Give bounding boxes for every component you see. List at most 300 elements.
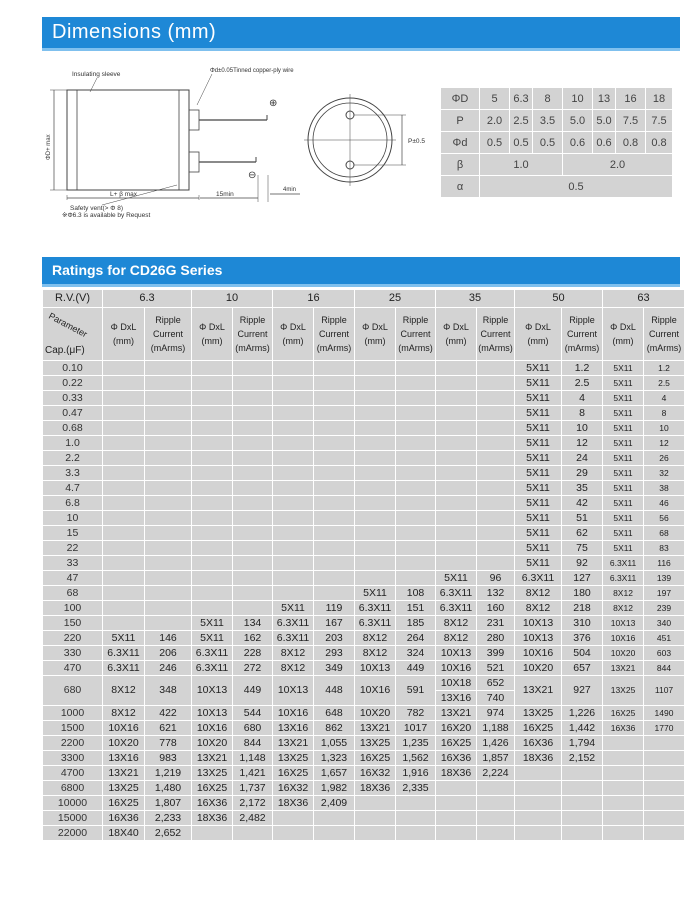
ripple-cell: 29 xyxy=(562,466,602,480)
ripple-cell xyxy=(233,601,272,615)
table-row xyxy=(43,586,684,600)
size-cell xyxy=(192,511,232,525)
ripple-cell: 1107 xyxy=(644,676,684,705)
voltage-header-row xyxy=(43,290,684,307)
dimensions-cell: 2.5 xyxy=(510,110,532,131)
size-cell xyxy=(355,496,395,510)
size-cell xyxy=(273,451,313,465)
size-cell xyxy=(192,556,232,570)
ripple-cell: 782 xyxy=(396,706,435,720)
size-cell xyxy=(103,376,144,390)
size-cell xyxy=(192,451,232,465)
size-cell xyxy=(273,421,313,435)
table-row xyxy=(43,811,684,825)
ripple-cell xyxy=(233,421,272,435)
size-cell xyxy=(103,406,144,420)
ripple-cell xyxy=(145,421,191,435)
size-cell: 6.3X11 xyxy=(103,661,144,675)
ripple-cell: 448 xyxy=(314,676,354,705)
size-cell xyxy=(103,436,144,450)
size-cell xyxy=(436,556,476,570)
ratings-banner xyxy=(42,257,680,284)
ratings-banner-stripe xyxy=(42,284,680,287)
table-row xyxy=(43,646,684,660)
size-cell xyxy=(192,466,232,480)
size-cell xyxy=(103,526,144,540)
ripple-cell xyxy=(233,466,272,480)
table-row xyxy=(43,556,684,570)
ripple-cell: 603 xyxy=(644,646,684,660)
ripple-cell: 231 xyxy=(477,616,514,630)
ripple-cell: 12 xyxy=(562,436,602,450)
ripple-cell: 422 xyxy=(145,706,191,720)
col-header-size: Φ DxL (mm) xyxy=(103,308,144,360)
size-cell xyxy=(436,406,476,420)
size-cell xyxy=(355,376,395,390)
col-header-ripple: Ripple Current (mArms) xyxy=(396,308,435,360)
ripple-cell: 75 xyxy=(562,541,602,555)
size-cell xyxy=(103,616,144,630)
ripple-cell xyxy=(233,496,272,510)
capacitance-cell: 220 xyxy=(43,631,102,645)
ripple-cell xyxy=(145,481,191,495)
size-cell xyxy=(436,496,476,510)
ripple-cell: 2.5 xyxy=(562,376,602,390)
capacitance-cell: 1500 xyxy=(43,721,102,735)
ripple-cell: 1,226 xyxy=(562,706,602,720)
size-cell: 6.3X11 xyxy=(192,661,232,675)
capacitor-dimension-drawing xyxy=(42,60,442,220)
capacitance-cell: 0.68 xyxy=(43,421,102,435)
size-cell: 8X12 xyxy=(436,631,476,645)
ripple-cell: 2,335 xyxy=(396,781,435,795)
size-cell xyxy=(103,586,144,600)
dimensions-cell: 1.0 xyxy=(480,154,562,175)
voltage-header: 35 xyxy=(436,290,514,307)
size-cell xyxy=(192,391,232,405)
size-cell xyxy=(192,406,232,420)
ripple-cell xyxy=(644,796,684,810)
ripple-cell xyxy=(477,541,514,555)
ripple-cell: 1,737 xyxy=(233,781,272,795)
size-cell: 6.3X11 xyxy=(515,571,561,585)
col-header-ripple: Ripple Current (mArms) xyxy=(314,308,354,360)
ripple-cell: 1017 xyxy=(396,721,435,735)
size-cell: 6.3X11 xyxy=(192,646,232,660)
table-row xyxy=(43,721,684,735)
size-cell: 16X36 xyxy=(515,736,561,750)
size-cell xyxy=(103,496,144,510)
size-cell: 6.3X11 xyxy=(273,616,313,630)
ripple-cell: 778 xyxy=(145,736,191,750)
size-cell: 10X16 xyxy=(192,721,232,735)
size-cell: 10X20 xyxy=(603,646,643,660)
size-cell xyxy=(192,361,232,375)
size-cell: 16X25 xyxy=(192,781,232,795)
ripple-cell xyxy=(233,361,272,375)
capacitance-label: Cap.(μF) xyxy=(45,345,85,356)
size-cell xyxy=(103,421,144,435)
size-cell xyxy=(192,601,232,615)
ripple-cell: 740 xyxy=(477,691,514,705)
size-cell: 13X16 xyxy=(103,751,144,765)
size-cell xyxy=(515,811,561,825)
ripple-cell xyxy=(396,466,435,480)
capacitance-cell: 0.33 xyxy=(43,391,102,405)
size-cell: 16X36 xyxy=(103,811,144,825)
size-cell: 16X25 xyxy=(436,736,476,750)
ripple-cell: 293 xyxy=(314,646,354,660)
ripple-cell xyxy=(396,481,435,495)
size-cell xyxy=(273,556,313,570)
size-cell xyxy=(436,811,476,825)
size-cell: 13X25 xyxy=(192,766,232,780)
size-cell: 8X12 xyxy=(603,601,643,615)
ripple-cell xyxy=(477,466,514,480)
ripple-cell xyxy=(145,586,191,600)
ripple-cell: 2,482 xyxy=(233,811,272,825)
ratings-table xyxy=(42,289,685,841)
size-cell: 13X21 xyxy=(273,736,313,750)
ripple-cell xyxy=(145,451,191,465)
ripple-cell: 92 xyxy=(562,556,602,570)
ripple-cell: 1,794 xyxy=(562,736,602,750)
table-row xyxy=(43,406,684,420)
size-cell: 13X25 xyxy=(103,781,144,795)
ripple-cell: 56 xyxy=(644,511,684,525)
ripple-cell xyxy=(562,796,602,810)
size-cell xyxy=(603,811,643,825)
size-cell: 8X12 xyxy=(355,631,395,645)
size-cell xyxy=(273,436,313,450)
ripple-cell xyxy=(396,406,435,420)
size-cell: 8X12 xyxy=(603,586,643,600)
ripple-cell: 162 xyxy=(233,631,272,645)
dimensions-cell: 0.5 xyxy=(480,132,509,153)
ripple-cell: 185 xyxy=(396,616,435,630)
ripple-cell xyxy=(477,811,514,825)
size-cell: 5X11 xyxy=(192,616,232,630)
table-row xyxy=(43,511,684,525)
ripple-cell: 1,857 xyxy=(477,751,514,765)
ripple-cell: 1490 xyxy=(644,706,684,720)
size-cell: 16X25 xyxy=(273,766,313,780)
ripple-cell: 844 xyxy=(644,661,684,675)
size-cell: 18X36 xyxy=(515,751,561,765)
diameter-label: ΦD+ max xyxy=(46,134,52,160)
ripple-cell xyxy=(562,826,602,840)
capacitance-cell: 3300 xyxy=(43,751,102,765)
ripple-cell: 1.2 xyxy=(562,361,602,375)
ripple-cell xyxy=(477,406,514,420)
ripple-cell xyxy=(396,826,435,840)
ripple-cell: 399 xyxy=(477,646,514,660)
ripple-cell: 349 xyxy=(314,661,354,675)
ripple-cell: 146 xyxy=(145,631,191,645)
table-row xyxy=(43,541,684,555)
size-cell: 6.3X11 xyxy=(603,571,643,585)
dimensions-cell: 18 xyxy=(646,88,672,109)
ripple-cell xyxy=(314,526,354,540)
capacitance-cell: 2200 xyxy=(43,736,102,750)
size-cell: 13X16 xyxy=(436,691,476,705)
size-cell: 5X11 xyxy=(515,436,561,450)
size-cell xyxy=(192,376,232,390)
dimensions-cell: 0.5 xyxy=(533,132,562,153)
size-cell xyxy=(355,451,395,465)
size-cell xyxy=(436,436,476,450)
size-cell xyxy=(436,361,476,375)
size-cell: 13X25 xyxy=(355,736,395,750)
size-cell: 8X12 xyxy=(103,706,144,720)
ripple-cell: 1.2 xyxy=(644,361,684,375)
table-row xyxy=(43,826,684,840)
size-cell: 16X32 xyxy=(273,781,313,795)
capacitance-cell: 33 xyxy=(43,556,102,570)
col-header-size: Φ DxL (mm) xyxy=(515,308,561,360)
ripple-cell: 12 xyxy=(644,436,684,450)
size-cell: 5X11 xyxy=(603,376,643,390)
ripple-cell: 116 xyxy=(644,556,684,570)
size-cell xyxy=(515,826,561,840)
ripple-cell xyxy=(233,511,272,525)
size-cell: 10X13 xyxy=(515,631,561,645)
table-row xyxy=(43,601,684,615)
size-cell: 16X20 xyxy=(436,721,476,735)
ripple-cell xyxy=(314,361,354,375)
ripple-cell: 228 xyxy=(233,646,272,660)
ripple-cell: 272 xyxy=(233,661,272,675)
ripple-cell xyxy=(314,556,354,570)
size-cell xyxy=(192,496,232,510)
negative-terminal-icon: ⊖ xyxy=(248,170,257,181)
size-cell: 13X21 xyxy=(192,751,232,765)
ripple-cell xyxy=(396,796,435,810)
dimensions-row xyxy=(441,176,672,197)
table-row xyxy=(43,706,684,720)
size-cell xyxy=(436,376,476,390)
ripple-cell: 1,807 xyxy=(145,796,191,810)
capacitance-cell: 22 xyxy=(43,541,102,555)
ripple-cell xyxy=(314,436,354,450)
size-cell xyxy=(273,811,313,825)
dimensions-cell: 16 xyxy=(616,88,645,109)
ripple-cell: 1770 xyxy=(644,721,684,735)
capacitance-cell: 10 xyxy=(43,511,102,525)
ripple-cell xyxy=(233,391,272,405)
ripple-cell xyxy=(477,526,514,540)
ripple-cell: 24 xyxy=(562,451,602,465)
size-cell xyxy=(192,481,232,495)
size-cell xyxy=(273,541,313,555)
size-cell xyxy=(192,421,232,435)
wire-spec-label: Φd±0.05Tinned copper-ply wire xyxy=(210,68,294,74)
ripple-cell: 591 xyxy=(396,676,435,705)
size-cell xyxy=(103,481,144,495)
size-cell xyxy=(436,796,476,810)
size-cell xyxy=(436,826,476,840)
ripple-cell xyxy=(233,541,272,555)
dimensions-row-label: α xyxy=(441,176,479,197)
dimensions-cell: 0.5 xyxy=(480,176,672,197)
ripple-cell: 127 xyxy=(562,571,602,585)
parameter-corner-cell xyxy=(43,308,102,360)
size-cell: 6.3X11 xyxy=(603,556,643,570)
size-cell: 5X11 xyxy=(603,511,643,525)
ripple-cell: 108 xyxy=(396,586,435,600)
size-cell: 13X25 xyxy=(515,706,561,720)
ripple-cell xyxy=(145,376,191,390)
pitch-label: P±0.5 xyxy=(408,138,425,145)
ripple-cell: 132 xyxy=(477,586,514,600)
ripple-cell xyxy=(644,781,684,795)
capacitor-body xyxy=(67,90,189,190)
parameter-label: Parameter xyxy=(47,310,89,340)
capacitance-cell: 2.2 xyxy=(43,451,102,465)
size-cell: 6.3X11 xyxy=(355,601,395,615)
dimensions-cell: 0.8 xyxy=(646,132,672,153)
ripple-cell xyxy=(314,586,354,600)
dimensions-cell: 3.5 xyxy=(533,110,562,131)
dimensions-row xyxy=(441,132,672,153)
capacitance-cell: 10000 xyxy=(43,796,102,810)
size-cell: 10X16 xyxy=(436,661,476,675)
length-label: L+ β max xyxy=(110,191,138,198)
size-cell xyxy=(603,766,643,780)
ripple-cell xyxy=(477,361,514,375)
size-cell: 5X11 xyxy=(515,526,561,540)
size-cell: 5X11 xyxy=(515,496,561,510)
ripple-cell xyxy=(233,406,272,420)
ripple-cell xyxy=(396,376,435,390)
ripple-cell: 68 xyxy=(644,526,684,540)
ripple-cell xyxy=(396,451,435,465)
size-cell: 5X11 xyxy=(515,556,561,570)
ripple-cell xyxy=(145,556,191,570)
ripple-cell xyxy=(314,466,354,480)
size-cell: 13X21 xyxy=(515,676,561,705)
ripple-cell xyxy=(644,736,684,750)
ripple-cell xyxy=(233,376,272,390)
size-cell xyxy=(515,766,561,780)
table-row xyxy=(43,676,684,690)
voltage-header: 6.3 xyxy=(103,290,191,307)
ripple-cell xyxy=(396,511,435,525)
size-cell: 10X20 xyxy=(515,661,561,675)
size-cell: 5X11 xyxy=(603,406,643,420)
ripple-cell: 280 xyxy=(477,631,514,645)
ripple-cell xyxy=(233,451,272,465)
size-cell xyxy=(103,601,144,615)
ripple-cell: 10 xyxy=(644,421,684,435)
ripple-cell xyxy=(145,541,191,555)
ripple-cell xyxy=(396,811,435,825)
ripple-cell: 180 xyxy=(562,586,602,600)
ripple-cell: 218 xyxy=(562,601,602,615)
ripple-cell xyxy=(145,601,191,615)
size-cell xyxy=(436,511,476,525)
ripple-cell xyxy=(477,376,514,390)
ripple-cell xyxy=(314,481,354,495)
ripple-cell: 1,480 xyxy=(145,781,191,795)
dimensions-cell: 2.0 xyxy=(480,110,509,131)
size-cell xyxy=(192,541,232,555)
capacitance-cell: 4.7 xyxy=(43,481,102,495)
size-cell: 5X11 xyxy=(436,571,476,585)
size-cell: 5X11 xyxy=(515,421,561,435)
size-cell: 5X11 xyxy=(603,541,643,555)
ripple-cell: 35 xyxy=(562,481,602,495)
ripple-cell: 46 xyxy=(644,496,684,510)
col-header-ripple: Ripple Current (mArms) xyxy=(562,308,602,360)
size-cell xyxy=(355,571,395,585)
ripple-cell xyxy=(477,796,514,810)
ripple-cell xyxy=(145,466,191,480)
col-header-ripple: Ripple Current (mArms) xyxy=(145,308,191,360)
dimensions-row-label: ΦD xyxy=(441,88,479,109)
size-cell xyxy=(273,466,313,480)
size-cell xyxy=(355,466,395,480)
ripple-cell: 340 xyxy=(644,616,684,630)
col-header-ripple: Ripple Current (mArms) xyxy=(233,308,272,360)
ripple-cell: 652 xyxy=(477,676,514,690)
size-cell xyxy=(355,511,395,525)
capacitance-cell: 6.8 xyxy=(43,496,102,510)
ripple-cell xyxy=(314,496,354,510)
size-cell: 18X36 xyxy=(436,766,476,780)
capacitance-cell: 0.47 xyxy=(43,406,102,420)
size-cell xyxy=(436,781,476,795)
size-cell: 10X20 xyxy=(103,736,144,750)
ripple-cell: 246 xyxy=(145,661,191,675)
size-cell: 13X21 xyxy=(355,721,395,735)
ripple-cell: 26 xyxy=(644,451,684,465)
ripple-cell xyxy=(145,511,191,525)
ripple-cell: 348 xyxy=(145,676,191,705)
table-row xyxy=(43,481,684,495)
size-cell xyxy=(603,796,643,810)
ripple-cell xyxy=(477,436,514,450)
dimensions-cell: 7.5 xyxy=(616,110,645,131)
ripple-cell xyxy=(314,541,354,555)
ripple-cell: 449 xyxy=(396,661,435,675)
table-row xyxy=(43,796,684,810)
size-cell xyxy=(273,511,313,525)
ripple-cell: 504 xyxy=(562,646,602,660)
size-cell xyxy=(436,451,476,465)
dimensions-cell: 5 xyxy=(480,88,509,109)
size-cell xyxy=(436,541,476,555)
size-cell xyxy=(355,481,395,495)
ripple-cell: 32 xyxy=(644,466,684,480)
table-row xyxy=(43,751,684,765)
col-header-size: Φ DxL (mm) xyxy=(273,308,313,360)
ripple-cell xyxy=(233,481,272,495)
ripple-cell: 2,152 xyxy=(562,751,602,765)
capacitance-cell: 0.10 xyxy=(43,361,102,375)
ripple-cell: 197 xyxy=(644,586,684,600)
table-row xyxy=(43,766,684,780)
col-header-size: Φ DxL (mm) xyxy=(355,308,395,360)
size-cell xyxy=(436,421,476,435)
size-cell xyxy=(192,526,232,540)
size-cell: 10X13 xyxy=(515,616,561,630)
dimensions-row-label: P xyxy=(441,110,479,131)
size-cell xyxy=(603,736,643,750)
ripple-cell: 521 xyxy=(477,661,514,675)
ripple-cell xyxy=(145,616,191,630)
ripple-cell xyxy=(644,826,684,840)
